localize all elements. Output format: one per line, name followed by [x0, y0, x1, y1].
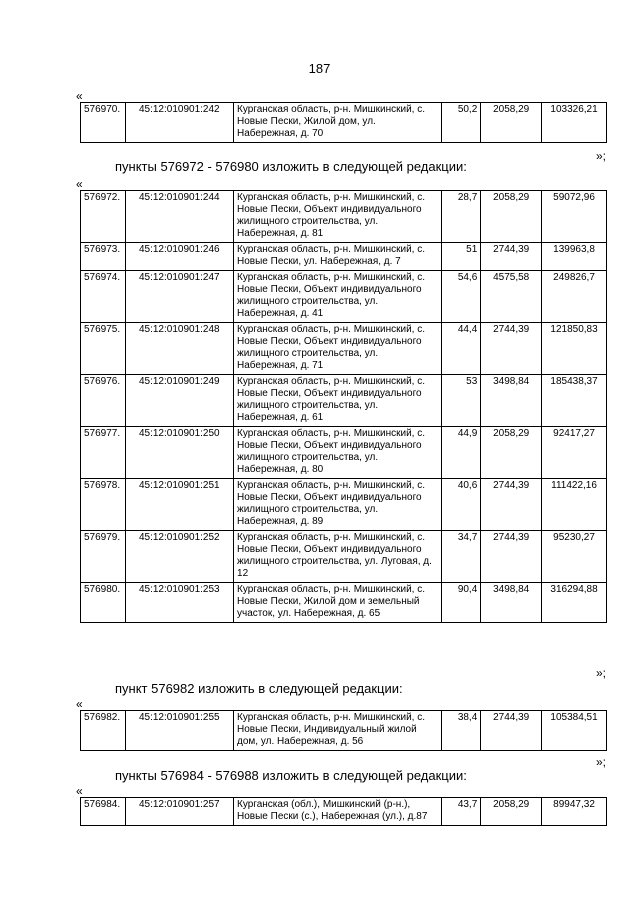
address: Курганская (обл.), Мишкинский (р-н.), Новые Пески (с.), Набережная (ул.), д.87 [234, 798, 442, 826]
address: Курганская область, р-н. Мишкинский, с. Новые Пески, Объект индивидуального жилищного строительства, ул. Набережная, д. 81 [234, 191, 442, 243]
sum-value: 316294,88 [542, 583, 607, 623]
row-number: 576984. [81, 798, 126, 826]
table-row [81, 103, 607, 143]
address: Курганская область, р-н. Мишкинский, с. Новые Пески, ул. Набережная, д. 7 [234, 243, 442, 271]
address: Курганская область, р-н. Мишкинский, с. Новые Пески, Объект индивидуального жилищного строительства, ул. Набережная, д. 71 [234, 323, 442, 375]
table-row [81, 323, 607, 375]
table-row [81, 375, 607, 427]
area-value: 44,9 [441, 427, 481, 479]
cadastral-number: 45:12:010901:244 [125, 191, 233, 243]
table-row [81, 479, 607, 531]
row-number: 576980. [81, 583, 126, 623]
table-row [81, 191, 607, 243]
sum-value: 139963,8 [542, 243, 607, 271]
row-number: 576977. [81, 427, 126, 479]
area-value: 53 [441, 375, 481, 427]
area-value: 38,4 [441, 711, 481, 751]
area-value: 43,7 [441, 798, 481, 826]
area-value: 28,7 [441, 191, 481, 243]
rate-value: 4575,58 [481, 271, 542, 323]
sum-value: 111422,16 [542, 479, 607, 531]
open-quote: « [76, 89, 83, 103]
cadastral-number: 45:12:010901:249 [125, 375, 233, 427]
rate-value: 2744,39 [481, 323, 542, 375]
rate-value: 2744,39 [481, 243, 542, 271]
row-number: 576974. [81, 271, 126, 323]
address: Курганская область, р-н. Мишкинский, с. Новые Пески, Объект индивидуального жилищного строительства, ул. Набережная, д. 41 [234, 271, 442, 323]
area-value: 54,6 [441, 271, 481, 323]
property-table-1 [80, 102, 607, 143]
address: Курганская область, р-н. Мишкинский, с. Новые Пески, Объект индивидуального жилищного строительства, ул. Луговая, д. 12 [234, 531, 442, 583]
sum-value: 89947,32 [542, 798, 607, 826]
sum-value: 185438,37 [542, 375, 607, 427]
cadastral-number: 45:12:010901:252 [125, 531, 233, 583]
address: Курганская область, р-н. Мишкинский, с. Новые Пески, Объект индивидуального жилищного строительства, ул. Набережная, д. 80 [234, 427, 442, 479]
cadastral-number: 45:12:010901:255 [125, 711, 233, 751]
sum-value: 105384,51 [542, 711, 607, 751]
area-value: 50,2 [441, 103, 481, 143]
row-number: 576982. [81, 711, 126, 751]
row-number: 576979. [81, 531, 126, 583]
cadastral-number: 45:12:010901:246 [125, 243, 233, 271]
area-value: 44,4 [441, 323, 481, 375]
address: Курганская область, р-н. Мишкинский, с. Новые Пески, Жилой дом, ул. Набережная, д. 70 [234, 103, 442, 143]
table-row [81, 531, 607, 583]
close-quote: »; [596, 755, 607, 769]
open-quote: « [76, 697, 83, 711]
rate-value: 3498,84 [481, 375, 542, 427]
rate-value: 2058,29 [481, 191, 542, 243]
cadastral-number: 45:12:010901:250 [125, 427, 233, 479]
address: Курганская область, р-н. Мишкинский, с. Новые Пески, Объект индивидуального жилищного строительства, ул. Набережная, д. 89 [234, 479, 442, 531]
area-value: 34,7 [441, 531, 481, 583]
rate-value: 2058,29 [481, 103, 542, 143]
row-number: 576972. [81, 191, 126, 243]
rate-value: 2058,29 [481, 798, 542, 826]
cadastral-number: 45:12:010901:251 [125, 479, 233, 531]
row-number: 576973. [81, 243, 126, 271]
row-number: 576970. [81, 103, 126, 143]
rate-value: 2744,39 [481, 711, 542, 751]
row-number: 576976. [81, 375, 126, 427]
address: Курганская область, р-н. Мишкинский, с. Новые Пески, Индивидуальный жилой дом, ул. Набережная, д. 56 [234, 711, 442, 751]
section-heading-576982: пункт 576982 изложить в следующей редакции: [115, 681, 403, 696]
close-quote: »; [596, 149, 607, 163]
table-row [81, 271, 607, 323]
property-table-3 [80, 710, 607, 751]
table-row [81, 427, 607, 479]
table-row [81, 583, 607, 623]
table-row [81, 798, 607, 826]
rate-value: 2744,39 [481, 479, 542, 531]
rate-value: 3498,84 [481, 583, 542, 623]
cadastral-number: 45:12:010901:257 [125, 798, 233, 826]
cadastral-number: 45:12:010901:248 [125, 323, 233, 375]
cadastral-number: 45:12:010901:253 [125, 583, 233, 623]
sum-value: 249826,7 [542, 271, 607, 323]
sum-value: 121850,83 [542, 323, 607, 375]
area-value: 51 [441, 243, 481, 271]
open-quote: « [76, 784, 83, 798]
rate-value: 2744,39 [481, 531, 542, 583]
sum-value: 103326,21 [542, 103, 607, 143]
address: Курганская область, р-н. Мишкинский, с. Новые Пески, Жилой дом и земельный участок, ул. Набережная, д. 65 [234, 583, 442, 623]
property-table-4 [80, 797, 607, 826]
area-value: 40,6 [441, 479, 481, 531]
property-table-2 [80, 190, 607, 623]
page-number: 187 [308, 61, 331, 76]
sum-value: 59072,96 [542, 191, 607, 243]
sum-value: 92417,27 [542, 427, 607, 479]
rate-value: 2058,29 [481, 427, 542, 479]
table-row [81, 243, 607, 271]
section-heading-576972-576980: пункты 576972 - 576980 изложить в следующей редакции: [115, 159, 467, 174]
section-heading-576984-576988: пункты 576984 - 576988 изложить в следующей редакции: [115, 768, 467, 783]
cadastral-number: 45:12:010901:247 [125, 271, 233, 323]
table-row [81, 711, 607, 751]
cadastral-number: 45:12:010901:242 [125, 103, 233, 143]
open-quote: « [76, 177, 83, 191]
row-number: 576975. [81, 323, 126, 375]
close-quote: »; [596, 666, 607, 680]
sum-value: 95230,27 [542, 531, 607, 583]
address: Курганская область, р-н. Мишкинский, с. Новые Пески, Объект индивидуального жилищного строительства, ул. Набережная, д. 61 [234, 375, 442, 427]
row-number: 576978. [81, 479, 126, 531]
area-value: 90,4 [441, 583, 481, 623]
